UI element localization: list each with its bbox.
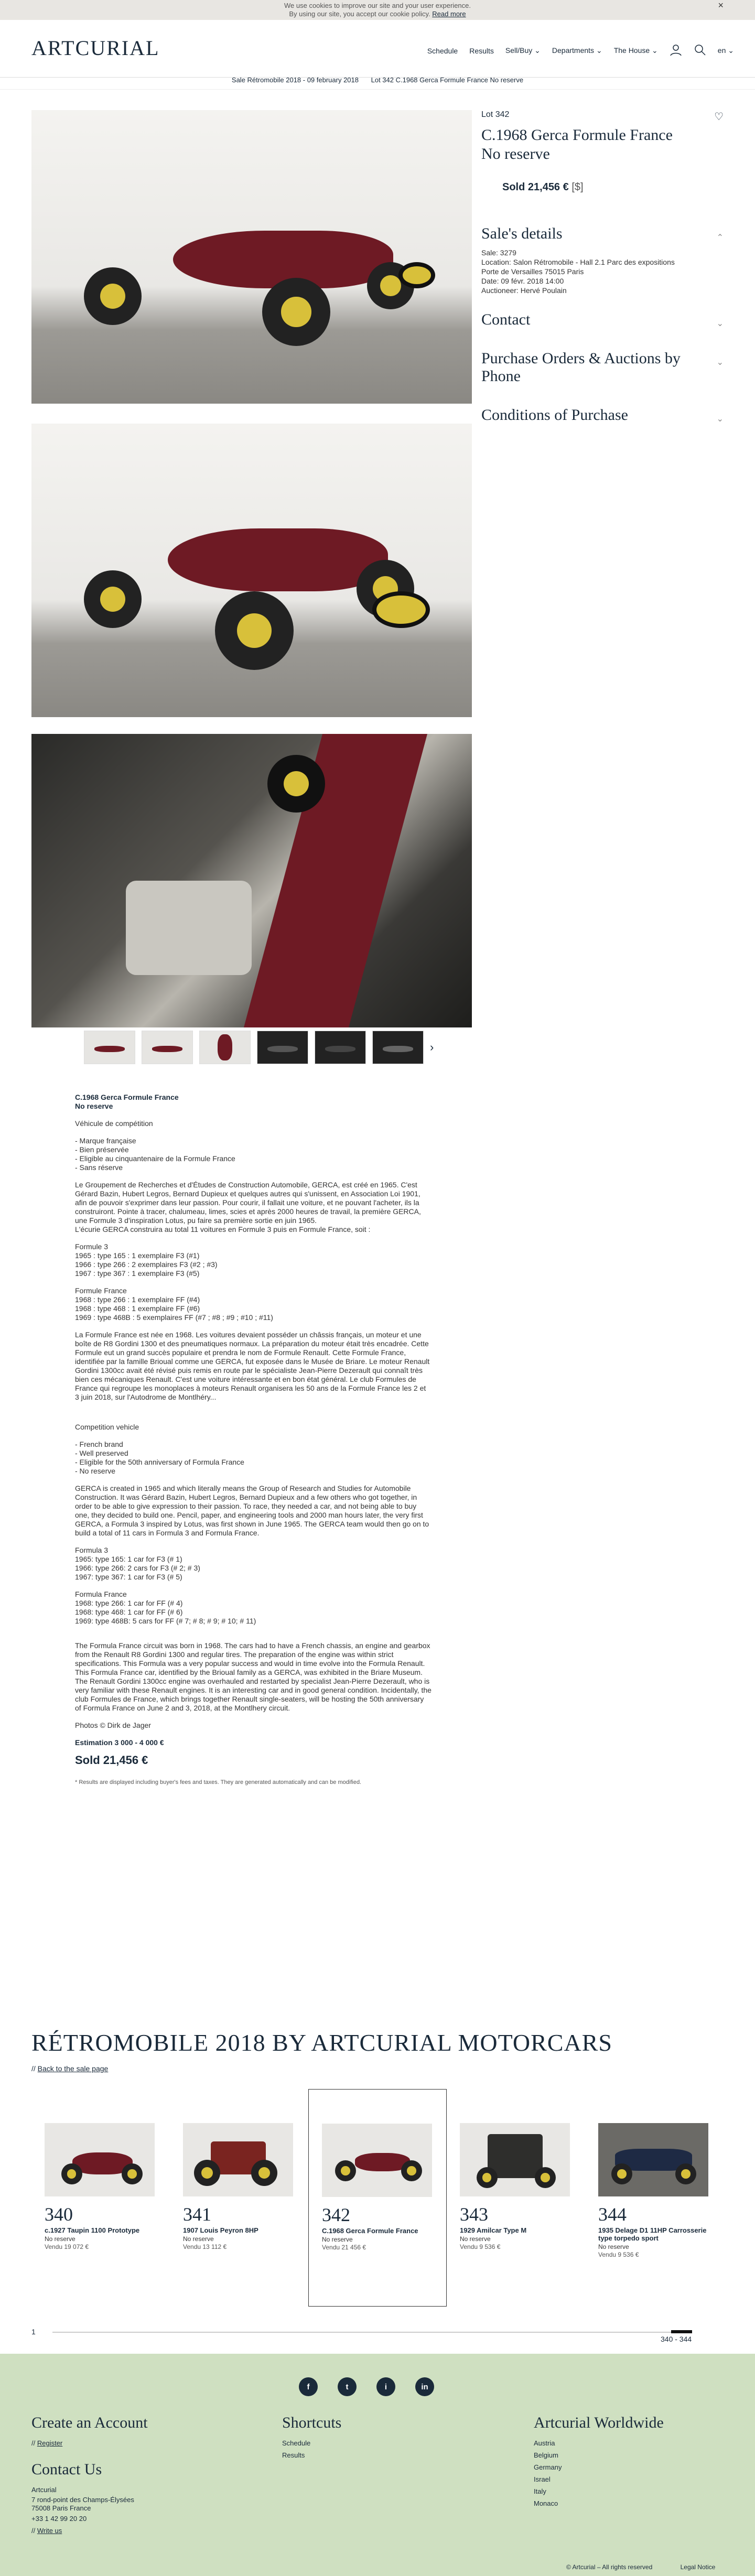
lot-card-342[interactable]: [308, 2089, 447, 2307]
lot-card-image: [460, 2123, 570, 2196]
footer-worldwide: [534, 2414, 664, 2509]
related-pager: [31, 2328, 724, 2343]
desc-fr-4: Formule 3 1965 : type 165 : 1 exemplaire F3 (#1) 1966 : type 266 : 2 exemplaires F3 (#2 ; #3) 1967 : type 367 : 1 exemplaire F3 (#5): [75, 1242, 218, 1278]
lot-card-341[interactable]: [170, 2089, 308, 2307]
close-icon[interactable]: ×: [718, 0, 724, 10]
cookie-text-2: By using our site, you accept our cookie policy.: [289, 10, 430, 18]
cookie-read-more-link[interactable]: Read more: [432, 10, 466, 18]
desc-en-5: Formula France 1968: type 266: 1 car for FF (# 4) 1968: type 468: 1 car for FF (# 6) 1969: type 468B: 5 cars for FF (# 7; # 8; # 9; # 10; # 11): [75, 1590, 256, 1625]
lot-title: C.1968 Gerca Formule France: [481, 126, 673, 144]
desc-en-6: The Formula France circuit was born in 1968. The cars had to have a French chassis, an engine and gearbox from the Renault R8 Gordini 1300 and regular tires. The preparation of the engine was within strict specifications. This Formula was a very popular success and would in time evolve into the Formula Renault. This Formula France car, identified by the Brioual family as a GERCA, was exhibited in the Briare Museum. The Renault Gordini 1300cc engine was overhauled and restarted by specialist Jean-Pierre Dezerault, who is very familiar with these Renault engines. It is an interesting car and in good general condition. Incidentally, the club Formules de France, which brings together Renault single-seaters, will be hosting the 50th anniversary of Formula France on June 2 and 3, 2018, at the Montlhery circuit.: [75, 1641, 432, 1712]
write-us-link[interactable]: Write us: [37, 2527, 62, 2535]
chevron-down-icon: ⌄: [716, 358, 724, 367]
lot-card-number: 341: [183, 2204, 211, 2225]
chevron-down-icon: ⌄: [716, 415, 724, 424]
legal-notice-link[interactable]: Legal Notice: [680, 2563, 716, 2571]
user-icon[interactable]: [670, 44, 682, 58]
desc-en-3: GERCA is created in 1965 and which literally means the Group of Research and Studies for Automobile Construction. It was Gérard Bazin, Hubert Legros, Bernard Dupieux and a few others who got together, in order to be able to give expression to their passion. To race, they needed a car, and not being able to buy one, they decided to build one. Pencil, paper, and engineering tools and 2000 man hours later, the very first GERCA, a Formula 3 inspired by Lotus, was first shown in June 1965. The GERCA team would then go on to build a total of 11 cars in Formula 3 and Formula France.: [75, 1484, 429, 1537]
footer-account: Create an Account // Register Contact Us Artcurial 7 rond-point des Champs-Élysées 75008 Paris France +33 1 42 99 20 20 // Write us: [31, 2414, 148, 2535]
desc-reserve: No reserve: [75, 1102, 113, 1110]
main-nav: [427, 44, 734, 58]
contact-us-title: Contact Us: [31, 2461, 102, 2478]
lot-card-image: [322, 2124, 432, 2197]
shortcut-results[interactable]: Results: [282, 2451, 305, 2459]
results-note: * Results are displayed including buyer's fees and taxes. They are generated automatically and can be modified.: [75, 1779, 362, 1785]
thumbnail-6[interactable]: [372, 1031, 424, 1064]
lot-card-name: 1929 Amilcar Type M No reserve Vendu 9 536 €: [460, 2226, 527, 2250]
breadcrumb-sale[interactable]: Sale Rétromobile 2018 - 09 february 2018: [231, 76, 359, 84]
desc-en-2: - French brand - Well preserved - Eligible for the 50th anniversary of Formula France - No reserve: [75, 1440, 244, 1475]
sale-details-toggle[interactable]: Sale's details ⌃: [481, 225, 724, 243]
back-to-sale-link[interactable]: Back to the sale page: [37, 2064, 109, 2073]
lot-photo-3[interactable]: [31, 734, 472, 1027]
lot-card-number: 344: [598, 2204, 627, 2225]
register-link[interactable]: Register: [37, 2439, 63, 2447]
desc-en-4: Formula 3 1965: type 165: 1 car for F3 (# 1) 1966: type 266: 2 cars for F3 (# 2; # 3) 1967: type 367: 1 car for F3 (# 5): [75, 1546, 200, 1581]
desc-fr-1: Véhicule de compétition: [75, 1119, 153, 1128]
desc-fr-2: - Marque française - Bien préservée - Eligible au cinquantenaire de la Formule France - Sans réserve: [75, 1137, 235, 1172]
lot-reserve: No reserve: [481, 145, 550, 163]
facebook-icon[interactable]: f: [299, 2377, 318, 2396]
twitter-icon[interactable]: t: [338, 2377, 357, 2396]
photo-credit: Photos © Dirk de Jager: [75, 1721, 151, 1729]
sold-price: Sold 21,456 € [$]: [502, 181, 584, 193]
instagram-icon[interactable]: i: [376, 2377, 395, 2396]
nav-schedule[interactable]: Schedule: [427, 46, 458, 55]
lot-card-number: 343: [460, 2204, 488, 2225]
currency-switch[interactable]: [$]: [571, 181, 584, 193]
lot-card-number: 342: [322, 2204, 350, 2225]
site-header: [0, 20, 755, 78]
lot-card-name: c.1927 Taupin 1100 Prototype No reserve Vendu 19 072 €: [45, 2226, 140, 2250]
nav-results[interactable]: Results: [469, 46, 494, 55]
pager-start: 1: [31, 2328, 36, 2336]
pager-track[interactable]: [52, 2332, 682, 2333]
related-section-title: RÉTROMOBILE 2018 BY ARTCURIAL MOTORCARS: [31, 2029, 612, 2056]
worldwide-austria[interactable]: Austria: [534, 2439, 555, 2447]
pager-range: 340 - 344: [661, 2335, 692, 2343]
worldwide-title: Artcurial Worldwide: [534, 2414, 664, 2431]
desc-title: C.1968 Gerca Formule France: [75, 1093, 179, 1101]
lot-photo-1[interactable]: [31, 110, 472, 404]
shortcut-schedule[interactable]: Schedule: [282, 2439, 311, 2447]
related-lots: [31, 2089, 724, 2309]
lot-number: Lot 342: [481, 110, 510, 119]
desc-fr-3: Le Groupement de Recherches et d'Études de Construction Automobile, GERCA, est créé en 1965. C'est Gérard Bazin, Hubert Legros, Bernard Dupieux et quelques autres qui s'unissent, en Association Loi 1901, afin de pouvoir s'exprimer dans leur passion. Pour courir, il fallait une voiture, et ne pouvant l'acheter, ils la construiront. Pointe à tracer, chalumeau, limes, scies et après 2000 heures de travail, la première GERCA, une Formule 3 d'inspiration Lotus, pu faire sa première sortie en juin 1965. L'écurie GERCA construira au total 11 voitures en Formule 3 puis en Formule France, soit :: [75, 1181, 421, 1233]
chevron-up-icon: ⌃: [716, 233, 724, 242]
conditions-toggle[interactable]: Conditions of Purchase ⌄: [481, 406, 724, 424]
linkedin-icon[interactable]: in: [415, 2377, 434, 2396]
social-links: [299, 2377, 434, 2396]
worldwide-germany[interactable]: Germany: [534, 2463, 562, 2471]
cookie-banner: [0, 0, 755, 20]
thumbnail-2[interactable]: [142, 1031, 193, 1064]
contact-toggle[interactable]: Contact ⌄: [481, 311, 724, 329]
thumbnail-3[interactable]: [199, 1031, 251, 1064]
purchase-orders-toggle[interactable]: Purchase Orders & Auctions by Phone ⌄: [481, 350, 724, 385]
desc-fr-5: Formule France 1968 : type 266 : 1 exemplaire FF (#4) 1968 : type 468 : 1 exemplaire FF (#6) 1969 : type 468B : 5 exemplaires FF (#7 ; #8 ; #9 ; #10 ; #11): [75, 1286, 273, 1322]
site-footer: [0, 2354, 755, 2576]
desc-fr-6: La Formule France est née en 1968. Les voitures devaient posséder un châssis français, un moteur et une boîte de R8 Gordini 1300 et des pneumatiques normaux. La préparation du moteur était très encadrée. Cette Formule eut un grand succès populaire et prendra le nom de Formule Renault. Cette Formule France, identifiée par la famille Brioual comme une GERCA, fut exposée dans le Musée de Briare. Le moteur Renault Gordini 1300cc avait été révisé puis remis en route par le spécialiste Jean-Pierre Dezerault qui connaît très bien ces mécaniques Renault. C'est une voiture intéressante et en bon état général. Le club Formules de France qui regroupe les monoplaces à moteurs Renault organisera les 50 ans de la Formule France les 2 et 3 juin 2018, sur l'Autodrome de Montlhéry...: [75, 1330, 430, 1401]
chevron-right-icon[interactable]: ›: [430, 1041, 434, 1054]
nav-departments[interactable]: Departments ⌄: [552, 46, 602, 55]
desc-en-1: Competition vehicle: [75, 1423, 139, 1431]
footer-bottom: [566, 2563, 715, 2571]
sale-details: Sale: 3279 Location: Salon Rétromobile - Hall 2.1 Parc des expositions Porte de Versailles 75015 Paris Date: 09 févr. 2018 14:00 Auctioneer: Hervé Poulain: [481, 248, 675, 295]
breadcrumb: [0, 71, 755, 90]
worldwide-belgium[interactable]: Belgium: [534, 2451, 558, 2459]
worldwide-italy[interactable]: Italy: [534, 2487, 546, 2495]
lot-card-344[interactable]: [585, 2089, 724, 2307]
thumbnail-5[interactable]: [315, 1031, 366, 1064]
language-select[interactable]: en ⌄: [717, 46, 734, 55]
search-icon[interactable]: [694, 44, 706, 58]
footer-shortcuts: [282, 2414, 341, 2461]
copyright: © Artcurial – All rights reserved: [566, 2563, 653, 2571]
lot-card-name: C.1968 Gerca Formule France No reserve Vendu 21 456 €: [322, 2227, 418, 2251]
shortcuts-title: Shortcuts: [282, 2414, 342, 2431]
lot-card-343[interactable]: [447, 2089, 585, 2307]
lot-card-name: 1935 Delage D1 11HP Carrosserie type torpedo sport No reserve Vendu 9 536 €: [598, 2226, 707, 2258]
lot-card-name: 1907 Louis Peyron 8HP No reserve Vendu 13 112 €: [183, 2226, 258, 2250]
create-account-title: Create an Account: [31, 2414, 148, 2431]
breadcrumb-lot: Lot 342 C.1968 Gerca Formule France No reserve: [371, 76, 524, 84]
lot-description: [75, 1093, 432, 1787]
thumbnail-1[interactable]: [84, 1031, 135, 1064]
lot-card-image: [45, 2123, 155, 2196]
sold-price-large: Sold 21,456 €: [75, 1754, 148, 1767]
chevron-down-icon: ⌄: [716, 319, 724, 328]
artcurial-logo[interactable]: ARTCURIAL: [31, 36, 160, 60]
back-to-sale: // Back to the sale page: [31, 2064, 109, 2073]
lot-card-number: 340: [45, 2204, 73, 2225]
lot-info-panel: [481, 110, 724, 424]
lot-card-image: [598, 2123, 708, 2196]
pager-handle[interactable]: [671, 2330, 692, 2333]
heart-icon[interactable]: ♡: [714, 111, 724, 123]
worldwide-monaco[interactable]: Monaco: [534, 2499, 558, 2507]
nav-the-house[interactable]: The House ⌄: [613, 46, 658, 55]
estimation: Estimation 3 000 - 4 000 €: [75, 1738, 164, 1747]
thumbnail-4[interactable]: [257, 1031, 308, 1064]
lot-card-340[interactable]: [31, 2089, 170, 2307]
photo-thumbnails: [84, 1031, 434, 1064]
lot-photo-2[interactable]: [31, 424, 472, 717]
lot-card-image: [183, 2123, 293, 2196]
worldwide-israel[interactable]: Israel: [534, 2475, 551, 2483]
nav-sell-buy[interactable]: Sell/Buy ⌄: [505, 46, 541, 55]
cookie-text-1: We use cookies to improve our site and your user experience.: [284, 2, 471, 9]
